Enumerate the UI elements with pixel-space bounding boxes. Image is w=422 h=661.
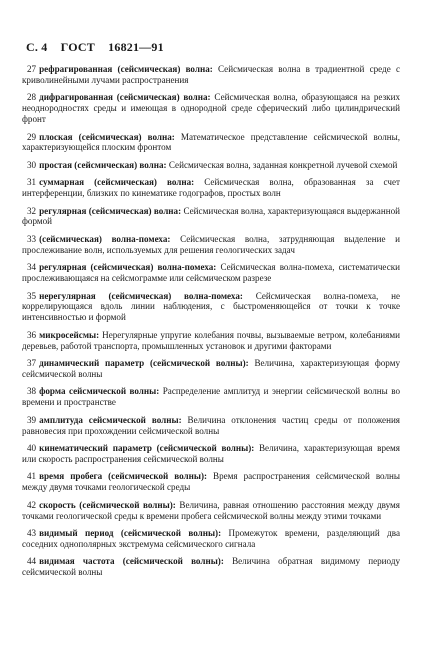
term-entry-44 [22, 556, 400, 578]
term-entry-31 [22, 177, 400, 199]
entry-definition: Распределение амплитуд и энергии сейсмической волны во времени и пространстве [22, 386, 400, 408]
entry-number: 38 [27, 386, 37, 397]
entry-definition: Сейсмическая волна, образующаяся на резких неоднородностях среды и имеющая в однородной среде сферический либо цилиндрический фронт [22, 92, 400, 125]
term-entry-28 [22, 92, 400, 125]
term-entry-29 [22, 132, 400, 154]
term-entry-27 [22, 64, 400, 86]
entry-number: 27 [27, 64, 37, 74]
entry-definition: Сейсмическая волна-помеха, не коррелирующаяся вдоль линии наблюдения, с быстроменяющейся от точки к точке интенсивностью и формой [22, 290, 400, 323]
term-entry-43 [22, 528, 400, 550]
entry-number: 31 [27, 177, 37, 188]
entry-term: регулярная (сейсмическая) волна-помеха: [39, 262, 217, 273]
entry-number: 30 [27, 159, 37, 170]
term-entry-42 [22, 500, 400, 522]
entry-number: 43 [27, 527, 37, 538]
entry-number: 29 [27, 131, 37, 142]
entry-definition: Величина, характеризующая форму сейсмической волны [22, 358, 400, 379]
entry-term: простая (сейсмическая) волна: [39, 159, 167, 170]
entry-definition: Промежуток времени, разделяющий два соседних однополярных экстремума сейсмического сигнала [22, 527, 401, 549]
entry-number: 32 [27, 205, 37, 216]
entry-number: 44 [27, 556, 37, 567]
entry-term: суммарная (сейсмическая) волна: [39, 177, 195, 188]
term-entry-30 [22, 160, 400, 171]
entry-term: плоская (сейсмическая) волна: [39, 131, 175, 142]
entry-number: 34 [27, 262, 37, 273]
page-number: С. 4 [26, 40, 48, 54]
entry-term: форма сейсмической волны: [39, 386, 160, 397]
term-list [22, 64, 400, 585]
entry-definition: Нерегулярные упругие колебания почвы, вызываемые ветром, колебаниями деревьев, работой транспорта, промышленных установок и другими факторами [22, 329, 400, 351]
entry-term: скорость (сейсмической волны): [39, 499, 176, 510]
term-entry-34 [22, 262, 400, 284]
term-entry-40 [22, 443, 400, 465]
entry-term: дифрагированная (сейсмическая) волна: [39, 92, 211, 103]
entry-definition: Сейсмическая волна, заданная конкретной лучевой схемой [168, 159, 398, 170]
entry-definition: Математическое представление сейсмической волны, характеризующейся плоским фронтом [22, 131, 400, 153]
term-entry-36 [22, 330, 400, 352]
standard-label: ГОСТ [60, 40, 95, 54]
term-entry-35 [22, 291, 400, 324]
entry-definition: Величина отклонения частиц среды от положения равновесия при прохождении сейсмической волны [22, 414, 400, 436]
standard-number: 16821—91 [108, 40, 164, 54]
term-entry-37 [22, 358, 400, 380]
entry-term: рефрагированная (сейсмическая) волна: [39, 64, 213, 74]
entry-term: время пробега (сейсмической волны): [39, 471, 208, 482]
entry-term: микросейсмы: [39, 329, 100, 340]
entry-definition: Величина, равная отношению расстояния между двумя точками геологической среды к времени пробега сейсмической волны между этими точками [22, 499, 400, 521]
entry-definition: Сейсмическая волна-помеха, систематически прослеживающаяся на сейсмограмме или сейсмическом разрезе [22, 262, 401, 284]
entry-definition: Сейсмическая волна, образованная за счет интерференции, близких по кинематике годографов, простых волн [22, 177, 400, 199]
entry-number: 40 [27, 442, 37, 453]
term-entry-39 [22, 415, 400, 437]
term-entry-33 [22, 234, 400, 256]
term-entry-32 [22, 206, 400, 228]
entry-definition: Сейсмическая волна, затрудняющая выделение и прослеживание волн, используемых для решения геологических задач [22, 233, 400, 255]
entry-term: кинематический параметр (сейсмической волны): [39, 442, 255, 453]
entry-term: видимый период (сейсмической волны): [39, 527, 222, 538]
entry-number: 28 [27, 92, 37, 103]
entry-definition: Сейсмическая волна в традиентной среде с криволинейными лучами распространения [22, 64, 400, 85]
entry-definition: Время распространения сейсмической волны между двумя точками геологической среды [22, 471, 400, 493]
entry-definition: Сейсмическая волна, характеризующаяся выдержанной формой [22, 205, 400, 227]
entry-term: (сейсмическая) волна-помеха: [39, 233, 171, 244]
term-entry-38 [22, 386, 400, 408]
entry-number: 35 [27, 290, 37, 301]
entry-definition: Величина обратная видимому периоду сейсмической волны [22, 556, 401, 578]
entry-definition: Величина, характеризующая время или скорость распространения сейсмической волны [22, 442, 400, 464]
entry-term: нерегулярная (сейсмическая) волна-помеха: [39, 290, 243, 301]
term-entry-41 [22, 471, 400, 493]
entry-term: регулярная (сейсмическая) волна: [39, 205, 182, 216]
entry-number: 33 [27, 233, 37, 244]
page-header [26, 40, 174, 55]
entry-number: 41 [27, 471, 37, 482]
entry-term: динамический параметр (сейсмической волны): [39, 358, 249, 369]
entry-term: амплитуда сейсмической волны: [39, 414, 182, 425]
entry-number: 39 [27, 414, 37, 425]
entry-number: 36 [27, 329, 37, 340]
entry-term: видимая частота (сейсмической волны): [39, 556, 224, 567]
entry-number: 37 [27, 358, 37, 369]
entry-number: 42 [27, 499, 37, 510]
